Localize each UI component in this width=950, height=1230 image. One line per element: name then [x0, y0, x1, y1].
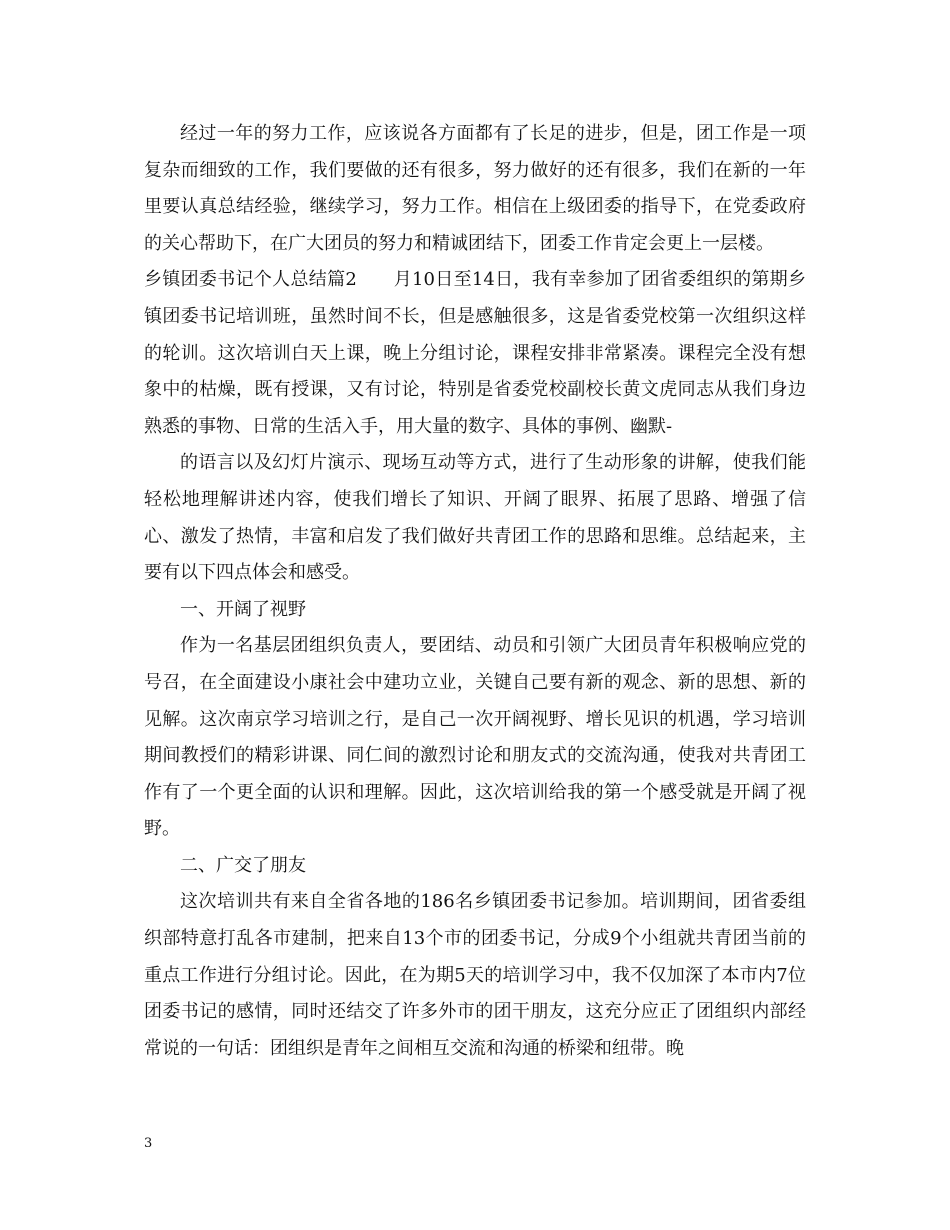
paragraph-article-2-intro: 乡镇团委书记个人总结篇2 月10日至14日，我有幸参加了团省委组织的第期乡镇团委书记培训班，虽然时间不长，但是感触很多，这是省委党校第一次组织这样的轮训。这次培训白天上课，晚上分组讨论，课程安排非常紧凑。课程完全没有想象中的枯燥，既有授课，又有讨论，特别是省委党校副校长黄文虎同志从我们身边熟悉的事物、日常的生活入手，用大量的数字、具体的事例、幽默-	[144, 269, 806, 437]
paragraph-conclusion: 经过一年的努力工作，应该说各方面都有了长足的进步，但是，团工作是一项复杂而细致的工作，我们要做的还有很多，努力做好的还有很多，我们在新的一年里要认真总结经验，继续学习，努力工作。相信在上级团委的指导下，在党委政府的关心帮助下，在广大团员的努力和精诚团结下，团委工作肯定会更上一层楼。	[144, 123, 806, 254]
body-text	[144, 116, 806, 1067]
section-heading-1: 一、开阔了视野	[180, 598, 306, 620]
paragraph-section-1: 作为一名基层团组织负责人，要团结、动员和引领广大团员青年积极响应党的号召，在全面建设小康社会中建功立业，关键自己要有新的观念、新的思想、新的见解。这次南京学习培训之行，是自己一次开阔视野、增长见识的机遇，学习培训期间教授们的精彩讲课、同仁间的激烈讨论和朋友式的交流沟通，使我对共青团工作有了一个更全面的认识和理解。因此，这次培训给我的第一个感受就是开阔了视野。	[144, 635, 806, 840]
paragraph-section-2: 这次培训共有来自全省各地的186名乡镇团委书记参加。培训期间，团省委组织部特意打乱各市建制，把来自13个市的团委书记，分成9个小组就共青团当前的重点工作进行分组讨论。因此，在为期5天的培训学习中，我不仅加深了本市内7位团委书记的感情，同时还结交了许多外市的团干朋友，这充分应正了团组织内部经常说的一句话：团组织是青年之间相互交流和沟通的桥梁和纽带。晚	[144, 891, 806, 1059]
paragraph-training-content: 的语言以及幻灯片演示、现场互动等方式，进行了生动形象的讲解，使我们能轻松地理解讲述内容，使我们增长了知识、开阔了眼界、拓展了思路、增强了信心、激发了热情，丰富和启发了我们做好共青团工作的思路和思维。总结起来，主要有以下四点体会和感受。	[144, 452, 806, 584]
page-number: 3	[144, 1136, 153, 1151]
section-heading-2: 二、广交了朋友	[180, 854, 306, 876]
